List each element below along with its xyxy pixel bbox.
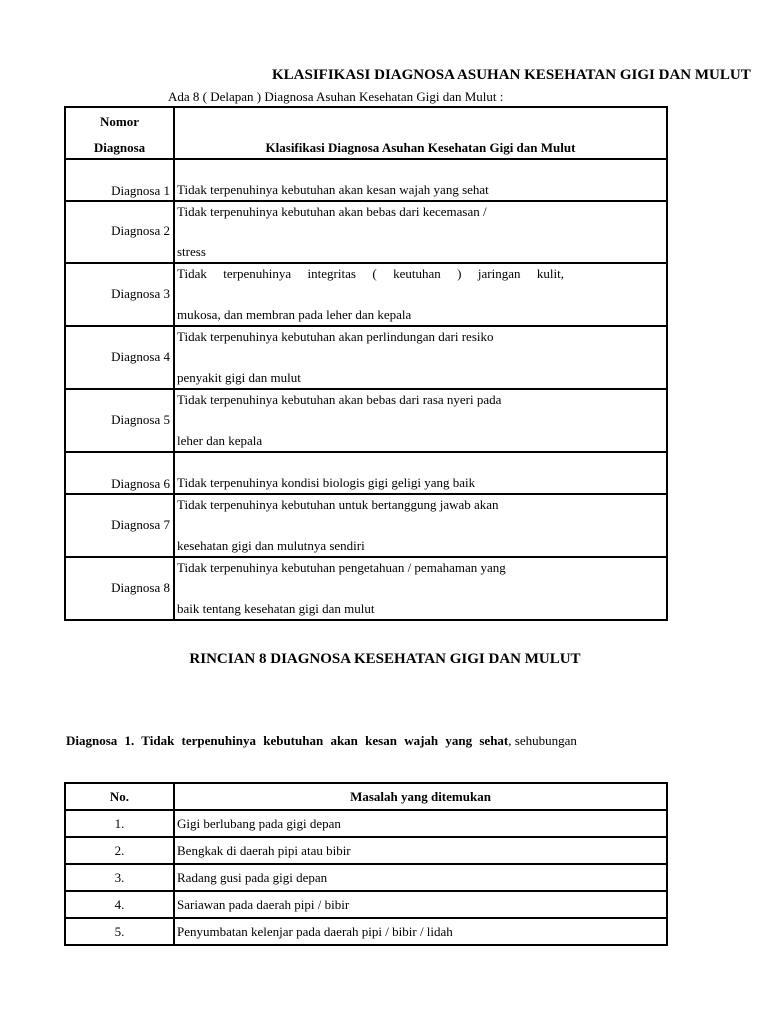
row-number: 1.	[65, 810, 174, 837]
diagnosis-number-cell	[65, 452, 174, 494]
diagnosis-number-cell	[65, 201, 174, 263]
row-number: 4.	[65, 891, 174, 918]
diagnosis-number: Diagnosa 8	[111, 580, 170, 595]
table-row	[65, 837, 667, 864]
diagnosis-number: Diagnosa 1	[111, 183, 170, 198]
diagnosis-description-line1: Tidak terpenuhinya kebutuhan akan bebas dari kecemasan /	[177, 204, 487, 219]
table-row	[65, 557, 667, 620]
diagnosis-number: Diagnosa 7	[111, 517, 170, 532]
document-title: KLASIFIKASI DIAGNOSA ASUHAN KESEHATAN GIGI DAN MULUT	[272, 67, 751, 83]
diagnosis-number: Diagnosa 6	[111, 476, 170, 491]
table-row	[65, 159, 667, 201]
problems-found-table	[64, 782, 668, 946]
diagnosis-description-line2: kesehatan gigi dan mulutnya sendiri	[177, 538, 365, 553]
row-problem: Penyumbatan kelenjar pada daerah pipi / bibir / lidah	[174, 918, 667, 945]
diagnosis-description-cell	[174, 389, 667, 452]
table-row	[65, 494, 667, 557]
diagnosis-number-cell	[65, 159, 174, 201]
row-number: 3.	[65, 864, 174, 891]
diagnosis-number: Diagnosa 3	[111, 286, 170, 301]
header-number-line1: Nomor	[100, 114, 139, 129]
diagnosis-description-line1: Tidak terpenuhinya kebutuhan akan bebas dari rasa nyeri pada	[177, 392, 502, 407]
row-problem: Bengkak di daerah pipi atau bibir	[174, 837, 667, 864]
row-problem: Sariawan pada daerah pipi / bibir	[174, 891, 667, 918]
diagnosis-description-line2: baik tentang kesehatan gigi dan mulut	[177, 601, 375, 616]
diagnosis-1-heading-bold: Diagnosa 1. Tidak terpenuhinya kebutuhan akan kesan wajah yang sehat	[66, 733, 509, 748]
diagnosis-number-cell	[65, 557, 174, 620]
diagnosis-number: Diagnosa 5	[111, 412, 170, 427]
table-row	[65, 891, 667, 918]
table-row	[65, 389, 667, 452]
diagnosis-description-line2: mukosa, dan membran pada leher dan kepala	[177, 307, 412, 322]
diagnosis-description-cell	[174, 557, 667, 620]
diagnosis-description-cell	[174, 326, 667, 389]
diagnosis-description-line1: Tidak terpenuhinya kebutuhan akan perlindungan dari resiko	[177, 329, 494, 344]
diagnosis-number: Diagnosa 2	[111, 223, 170, 238]
row-number: 5.	[65, 918, 174, 945]
diagnosis-description-line1: Tidak terpenuhinya kebutuhan pengetahuan / pemahaman yang	[177, 560, 506, 575]
diagnosis-description-cell	[174, 494, 667, 557]
diagnosis-description-line2: Tidak terpenuhinya kondisi biologis gigi geligi yang baik	[177, 475, 476, 490]
diagnosis-number: Diagnosa 4	[111, 349, 170, 364]
diagnosis-number-cell	[65, 389, 174, 452]
diagnosis-description-line1: Tidak terpenuhinya kebutuhan untuk bertanggung jawab akan	[177, 497, 499, 512]
table-row	[65, 263, 667, 326]
diagnosis-number-cell	[65, 263, 174, 326]
diagnosis-description-line1: Tidak terpenuhinya integritas ( keutuhan ) jaringan kulit,	[177, 266, 564, 281]
table-row	[65, 864, 667, 891]
table-row	[65, 918, 667, 945]
diagnosis-description-cell	[174, 263, 667, 326]
table-row	[65, 201, 667, 263]
table-header-row	[65, 783, 667, 810]
header-number-line2: Diagnosa	[93, 140, 146, 155]
diagnosis-description-line2: stress	[177, 244, 206, 259]
diagnosis-description-cell	[174, 201, 667, 263]
header-description-cell	[174, 107, 667, 159]
table-row	[65, 810, 667, 837]
header-no: No.	[65, 783, 174, 810]
diagnosis-description-cell	[174, 452, 667, 494]
diagnosis-1-heading-normal: , sehubungan	[508, 733, 577, 748]
diagnosis-classification-table	[64, 106, 668, 621]
header-description: Klasifikasi Diagnosa Asuhan Kesehatan Gigi dan Mulut	[265, 140, 576, 155]
row-problem: Gigi berlubang pada gigi depan	[174, 810, 667, 837]
row-problem: Radang gusi pada gigi depan	[174, 864, 667, 891]
diagnosis-number-cell	[65, 494, 174, 557]
header-number-cell	[65, 107, 174, 159]
table-row	[65, 452, 667, 494]
diagnosis-number-cell	[65, 326, 174, 389]
table-header-row	[65, 107, 667, 159]
diagnosis-description-line2: leher dan kepala	[177, 433, 263, 448]
diagnosis-description-cell	[174, 159, 667, 201]
diagnosis-description-line2: Tidak terpenuhinya kebutuhan akan kesan wajah yang sehat	[177, 182, 489, 197]
section-title: RINCIAN 8 DIAGNOSA KESEHATAN GIGI DAN MULUT	[189, 651, 581, 667]
diagnosis-description-line2: penyakit gigi dan mulut	[177, 370, 301, 385]
document-subtitle: Ada 8 ( Delapan ) Diagnosa Asuhan Kesehatan Gigi dan Mulut :	[168, 89, 504, 104]
table-row	[65, 326, 667, 389]
header-problem: Masalah yang ditemukan	[174, 783, 667, 810]
diagnosis-1-heading	[66, 733, 666, 749]
row-number: 2.	[65, 837, 174, 864]
